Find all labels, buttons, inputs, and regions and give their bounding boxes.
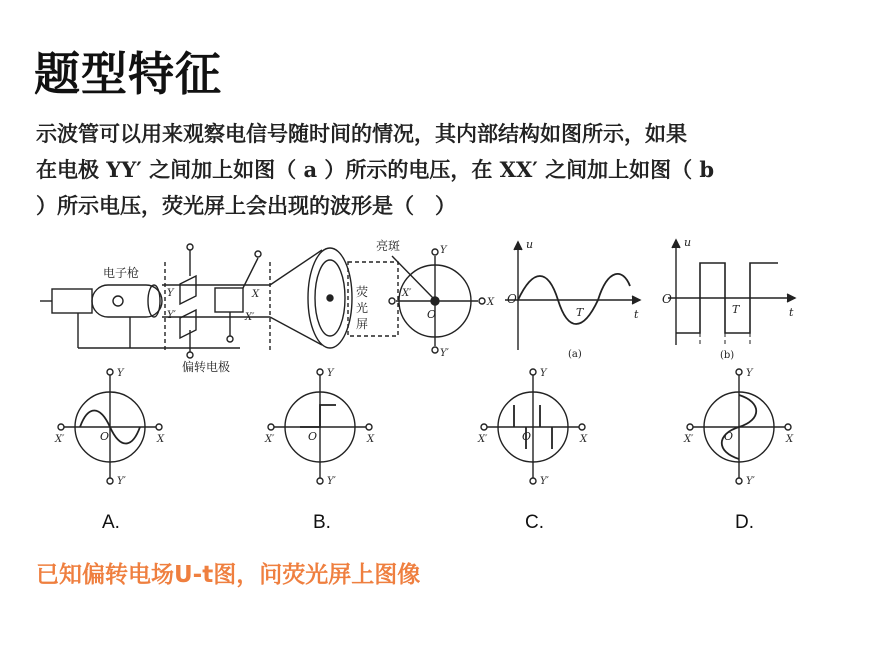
opt-a-x: X <box>157 434 165 445</box>
opt-b-y-prime: Y′ <box>327 476 336 487</box>
question-line-2: 在电极 YY′ 之间加上如图（ a ）所示的电压，在 XX′ 之间加上如图（ b <box>36 157 715 182</box>
graph-a-period-label: T <box>576 306 584 319</box>
opt-c-y-prime: Y′ <box>540 476 549 487</box>
opt-d-y: Y <box>746 368 753 379</box>
opt-a-x-prime: X′ <box>55 434 65 445</box>
x-plate-box <box>215 288 243 312</box>
opt-a-y-prime: Y′ <box>117 476 126 487</box>
option-d-label[interactable]: D. <box>735 512 754 533</box>
footer-hint: 已知偏转电场U-t图，问荧光屏上图像 <box>36 562 421 588</box>
question-line-1: 示波管可以用来观察电信号随时间的情况，其内部结构如图所示，如果 <box>36 121 687 146</box>
screen-label-y-prime: Y′ <box>440 348 449 359</box>
opt-a-y: Y <box>117 368 124 379</box>
graph-a-t-label: t <box>634 308 639 321</box>
plate-label-x-prime: X′ <box>245 312 255 323</box>
graph-a-u-label: u <box>526 238 534 251</box>
electron-gun-tube <box>92 285 162 317</box>
screen-label-y: Y <box>440 245 447 256</box>
plate-label-y: Y <box>167 288 174 299</box>
opt-c-x: X <box>580 434 588 445</box>
deflection-electrode-label: 偏转电极 <box>182 360 231 374</box>
graph-a-origin-label: O <box>507 292 517 306</box>
y-plate-top <box>180 276 196 304</box>
option-c-label[interactable]: C. <box>525 512 544 533</box>
option-a-label[interactable]: A. <box>102 512 120 533</box>
opt-c-y: Y <box>540 368 547 379</box>
graph-b-t-label: t <box>789 306 794 319</box>
graph-b-period-label: T <box>732 303 740 316</box>
opt-b-x-prime: X′ <box>265 434 275 445</box>
option-b-screen <box>264 368 375 487</box>
screen-label-x-prime: X′ <box>402 288 412 299</box>
screen-origin-label: O <box>427 308 437 321</box>
graph-a-caption: (a) <box>568 349 582 360</box>
opt-b-origin: O <box>308 430 318 443</box>
slide-title: 题型特征 <box>34 47 222 101</box>
opt-b-y: Y <box>327 368 334 379</box>
plate-label-x: X <box>252 289 260 300</box>
option-d-screen <box>683 368 794 487</box>
opt-c-x-prime: X′ <box>478 434 488 445</box>
screen-label-x: X <box>487 297 495 308</box>
opt-d-x-prime: X′ <box>684 434 694 445</box>
graph-b-u-label: u <box>684 236 692 249</box>
opt-d-origin: O <box>724 430 734 443</box>
graph-b-origin-label: O <box>662 292 672 306</box>
electron-gun-label: 电子枪 <box>103 266 140 280</box>
question-line-3: ）所示电压，荧光屏上会出现的波形是（ ） <box>36 193 456 218</box>
bright-spot-label: 亮斑 <box>376 239 401 253</box>
plate-label-y-prime: Y′ <box>167 310 176 321</box>
graph-a-sine-curve <box>518 274 630 324</box>
opt-d-y-prime: Y′ <box>746 476 755 487</box>
graph-b-caption: (b) <box>720 350 735 361</box>
opt-c-origin: O <box>522 430 532 443</box>
opt-a-origin: O <box>100 430 110 443</box>
option-a-screen <box>54 368 165 487</box>
opt-b-x: X <box>367 434 375 445</box>
option-c-screen <box>477 368 588 487</box>
screen-label-char-2: 光 <box>356 301 369 315</box>
option-b-label[interactable]: B. <box>313 512 331 533</box>
screen-label-char-3: 屏 <box>356 317 369 331</box>
opt-d-x: X <box>786 434 794 445</box>
y-plate-bottom <box>180 310 196 338</box>
screen-label-char-1: 荧 <box>356 285 369 299</box>
